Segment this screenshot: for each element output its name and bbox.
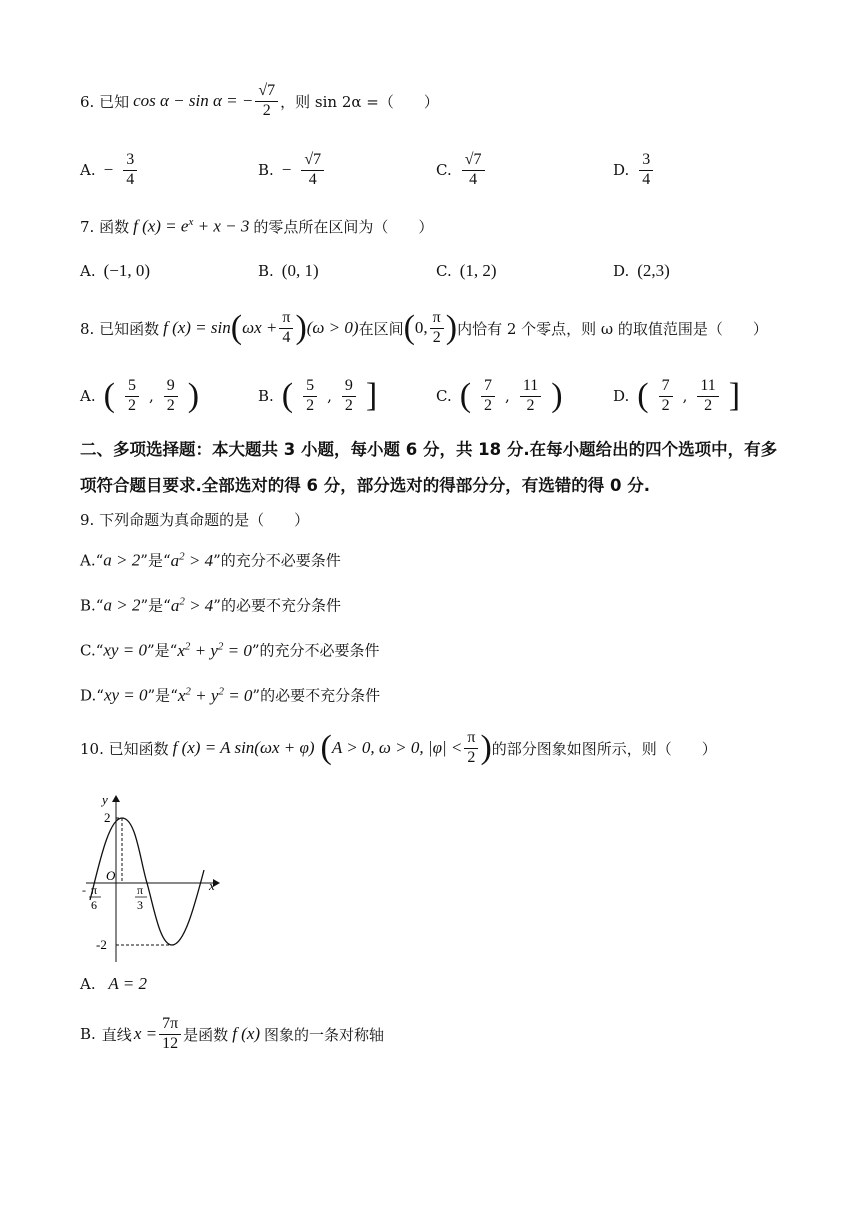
q8-mid: 在区间 — [358, 319, 404, 338]
q — [178, 686, 253, 705]
q7-option-b-label: B. — [258, 262, 274, 280]
q6-option-a-frac — [123, 151, 137, 189]
q7-option-c[interactable] — [436, 258, 497, 284]
q10-option-b-pre: 直线 — [101, 1025, 132, 1044]
quote-open: “ — [170, 686, 178, 705]
q7-option-a[interactable] — [80, 258, 150, 284]
f2 — [697, 377, 718, 415]
quote-close: ” — [140, 551, 148, 570]
label: B. — [80, 596, 96, 615]
y-axis-arrow — [112, 795, 120, 802]
q10-option-a[interactable] — [80, 972, 147, 996]
q6-option-a[interactable] — [80, 148, 139, 192]
f1 — [303, 377, 317, 415]
q8-stem — [80, 304, 768, 352]
num: √7 — [462, 151, 485, 170]
q-rest: > 4 — [184, 550, 214, 570]
open: ( — [103, 377, 115, 414]
close: ) — [551, 377, 563, 414]
q6-option-d-label: D. — [613, 161, 630, 179]
q6-option-b-label: B. — [258, 161, 274, 179]
f1 — [481, 377, 495, 415]
y-max-label: 2 — [104, 810, 111, 825]
q8-inner: ωx + — [242, 318, 278, 337]
shi: 是 — [154, 641, 170, 660]
num: √7 — [301, 151, 324, 170]
f1 — [659, 377, 673, 415]
q6-stem — [80, 78, 439, 124]
q6-option-c[interactable] — [436, 148, 487, 192]
q6-expr: cos α − sin α = − — [133, 91, 254, 110]
quote-open: “ — [162, 551, 171, 570]
q6-option-d[interactable] — [613, 148, 655, 192]
q9-option-c[interactable] — [80, 634, 380, 663]
q — [171, 551, 213, 570]
q-rest: = 0 — [223, 685, 253, 705]
num: 11 — [520, 377, 541, 396]
num: 5 — [125, 377, 139, 396]
den: 2 — [704, 396, 713, 414]
q8-option-d[interactable]: D. ( $\frac{7}{2}$ , $\frac{11}{2}$ ] — [613, 377, 741, 414]
den: 2 — [661, 396, 670, 414]
q8-option-a-label: A. — [80, 387, 96, 405]
section-2-line-2: 项符合题目要求.全部选对的得 6 分，部分选对的得部分分，有选错的得 0 分. — [80, 476, 650, 495]
q10-option-b-frac — [159, 1015, 181, 1053]
q10-option-a-label: A. — [80, 975, 96, 993]
quote-open: “ — [169, 641, 178, 660]
quote-open: “ — [95, 551, 104, 570]
q8-prefix: 8. 已知函数 — [80, 319, 160, 338]
q-var: x — [177, 640, 185, 660]
q8-option-b-label: B. — [258, 387, 274, 405]
f1 — [125, 377, 139, 415]
q8-paren-close: ) — [295, 309, 307, 346]
f2 — [164, 377, 178, 415]
q-var: a — [170, 595, 180, 615]
open: ( — [459, 377, 472, 414]
section-2-heading — [80, 432, 800, 504]
label: A. — [80, 551, 96, 570]
x-left-sign: - — [82, 883, 86, 897]
num: 5 — [303, 377, 317, 396]
shi: 是 — [155, 686, 171, 705]
q10-paren-close: ) — [480, 729, 492, 766]
q8-suffix: 内恰有 2 个零点，则 ω 的取值范围是（ ） — [457, 319, 768, 338]
den: 2 — [526, 396, 535, 414]
q10-option-b-x: x = — [133, 1024, 158, 1043]
q8-option-b[interactable]: B. ( $\frac{5}{2}$ , $\frac{9}{2}$ ] — [258, 377, 378, 414]
q7-option-c-label: C. — [436, 262, 452, 280]
q8-paren-open: ( — [230, 309, 243, 346]
quote-open: “ — [95, 641, 104, 660]
q10-option-b-post2: 图象的一条对称轴 — [264, 1025, 385, 1044]
num: 7π — [159, 1015, 181, 1034]
quote-open: “ — [163, 596, 171, 615]
q7-expr-base: f (x) = e — [133, 216, 189, 236]
den: 4 — [282, 328, 291, 346]
q7-option-d-value: (2,3) — [637, 261, 670, 280]
q7-option-a-value: (−1, 0) — [103, 261, 151, 280]
q6-option-d-frac — [639, 151, 653, 189]
q10-prefix: 10. 已知函数 — [80, 739, 169, 758]
q7-option-b[interactable] — [258, 258, 319, 284]
q7-option-d-label: D. — [613, 262, 630, 280]
den: 2 — [432, 328, 441, 346]
den: 4 — [469, 170, 478, 188]
q7-expr-exp: x — [188, 215, 194, 228]
den: 2 — [127, 396, 136, 414]
section-2-line-1: 二、多项选择题：本大题共 3 小题，每小题 6 分，共 18 分.在每小题给出的四个选项中，有多 — [80, 440, 778, 459]
q10-option-b-f: f (x) — [232, 1024, 261, 1043]
q6-fraction — [255, 82, 278, 120]
p: a > 2 — [103, 595, 141, 615]
q10-option-b-label: B. — [80, 1025, 96, 1043]
sq: 2 — [184, 640, 191, 652]
q6-prefix: 6. 已知 — [80, 92, 130, 111]
sq: 2 — [179, 595, 185, 607]
sq2: 2 — [218, 685, 224, 697]
q8-option-a[interactable]: A. ( $\frac{5}{2}$ , $\frac{9}{2}$ ) — [80, 377, 200, 414]
sq2: 2 — [217, 640, 224, 652]
den: 4 — [642, 170, 651, 188]
open: ( — [281, 377, 294, 414]
q6-option-c-label: C. — [436, 161, 452, 179]
q7-suffix: 的零点所在区间为（ ） — [253, 217, 434, 236]
den: 2 — [344, 396, 353, 414]
q6-option-b[interactable] — [258, 148, 326, 192]
q7-option-b-value: (0, 1) — [281, 261, 319, 280]
q-mid: + y — [190, 685, 219, 705]
x-right-den: 3 — [137, 898, 143, 912]
q6-option-b-sign: − — [281, 160, 292, 179]
q7-option-a-label: A. — [80, 262, 96, 280]
quote-close: ” — [146, 641, 155, 660]
q-var: x — [177, 685, 186, 705]
label: C. — [80, 641, 96, 660]
den: 2 — [306, 396, 315, 414]
label: D. — [80, 686, 97, 705]
num: 9 — [164, 377, 178, 396]
y-label: y — [102, 792, 108, 807]
q-rest: = 0 — [223, 640, 252, 660]
den: 12 — [162, 1034, 179, 1052]
sq: 2 — [185, 685, 191, 697]
q8-pi-over-2 — [430, 309, 444, 347]
q8-cond: (ω > 0) — [306, 318, 359, 337]
close: ) — [187, 377, 200, 414]
q7-expr — [133, 216, 249, 237]
quote-close: ” — [213, 596, 221, 615]
y-min-label: -2 — [96, 937, 107, 952]
p: xy = 0 — [103, 640, 147, 660]
q10-cond: A > 0, ω > 0, |φ| < — [331, 738, 463, 757]
q8-pi-over-4 — [279, 309, 293, 347]
q7-option-c-value: (1, 2) — [459, 261, 497, 280]
quote-close: ” — [251, 641, 260, 660]
den: 2 — [467, 748, 476, 766]
den: 4 — [308, 170, 317, 188]
q10-stem — [80, 724, 717, 772]
q7-option-d[interactable] — [613, 258, 670, 284]
quote-close: ” — [140, 596, 149, 615]
origin-label: O — [106, 868, 116, 883]
q8-option-d-label: D. — [613, 387, 630, 405]
q9-option-b[interactable] — [80, 589, 341, 618]
q10-option-b[interactable] — [80, 1010, 384, 1058]
q10-expr: f (x) = A sin(ωx + φ) — [172, 738, 315, 757]
num: 11 — [697, 377, 718, 396]
close: ] — [728, 377, 741, 414]
q7-stem — [80, 212, 433, 240]
q7-expr-rest: + x − 3 — [197, 216, 250, 236]
num: 7 — [481, 377, 495, 396]
shi: 是 — [148, 596, 164, 615]
q9-option-d[interactable] — [80, 679, 380, 708]
q10-option-b-post1: 是函数 — [183, 1025, 229, 1044]
p: a > 2 — [103, 550, 141, 570]
q — [171, 596, 213, 615]
num: π — [279, 309, 293, 328]
tail: 的充分不必要条件 — [220, 551, 341, 570]
q10-paren-open: ( — [320, 729, 332, 766]
q8-option-c-label: C. — [436, 387, 452, 405]
sq: 2 — [179, 550, 185, 562]
q10-pi-over-2 — [464, 729, 478, 767]
num: 9 — [342, 377, 356, 396]
quote-open: “ — [96, 686, 104, 705]
q — [177, 641, 252, 660]
quote-open: “ — [95, 596, 104, 615]
num: 3 — [639, 151, 653, 170]
tail: 的必要不充分条件 — [260, 686, 381, 705]
q10-suffix: 的部分图象如图所示，则（ ） — [491, 739, 717, 758]
open: ( — [637, 377, 649, 414]
quote-close: ” — [252, 686, 261, 705]
den: 2 — [166, 396, 175, 414]
q8-interval-open: ( — [403, 309, 415, 346]
q-var: a — [170, 550, 180, 570]
q-rest: > 4 — [184, 595, 214, 615]
q8-interval-close: ) — [445, 309, 458, 346]
q7-prefix: 7. 函数 — [80, 217, 130, 236]
tail: 的充分不必要条件 — [259, 641, 380, 660]
q6-suffix: ，则 sin 2α =（ ） — [280, 92, 439, 111]
q6-option-b-frac — [301, 151, 324, 189]
f2 — [342, 377, 356, 415]
q-mid: + y — [190, 640, 218, 660]
x-left-den: 6 — [91, 898, 97, 912]
q10-option-a-value: A = 2 — [108, 974, 147, 993]
q6-option-c-frac — [462, 151, 485, 189]
den: 2 — [484, 396, 493, 414]
f2 — [520, 377, 541, 415]
q9-option-a[interactable] — [80, 544, 341, 573]
q6-option-a-sign: − — [103, 160, 114, 179]
x-right-num: π — [137, 883, 144, 897]
quote-close: ” — [213, 551, 221, 570]
q8-interval-zero: 0, — [414, 318, 428, 337]
num: π — [464, 729, 478, 748]
q6-frac-num: √7 — [255, 82, 278, 101]
close: ] — [365, 377, 378, 414]
q6-frac-den: 2 — [262, 101, 271, 119]
num: 7 — [659, 377, 673, 396]
q8-option-c[interactable]: C. ( $\frac{7}{2}$ , $\frac{11}{2}$ ) — [436, 377, 563, 414]
p: xy = 0 — [103, 685, 148, 705]
q9-stem: 9. 下列命题为真命题的是（ ） — [80, 511, 310, 529]
x-label: x — [209, 878, 215, 893]
q6-option-a-label: A. — [80, 161, 96, 179]
quote-close: ” — [147, 686, 156, 705]
tail: 的必要不充分条件 — [220, 596, 341, 615]
num: π — [430, 309, 444, 328]
shi: 是 — [147, 551, 163, 570]
q10-graph — [78, 790, 228, 970]
den: 4 — [126, 170, 135, 188]
num: 3 — [123, 151, 137, 170]
x-left-num: π — [91, 883, 98, 897]
q8-expr: f (x) = sin — [163, 318, 231, 337]
